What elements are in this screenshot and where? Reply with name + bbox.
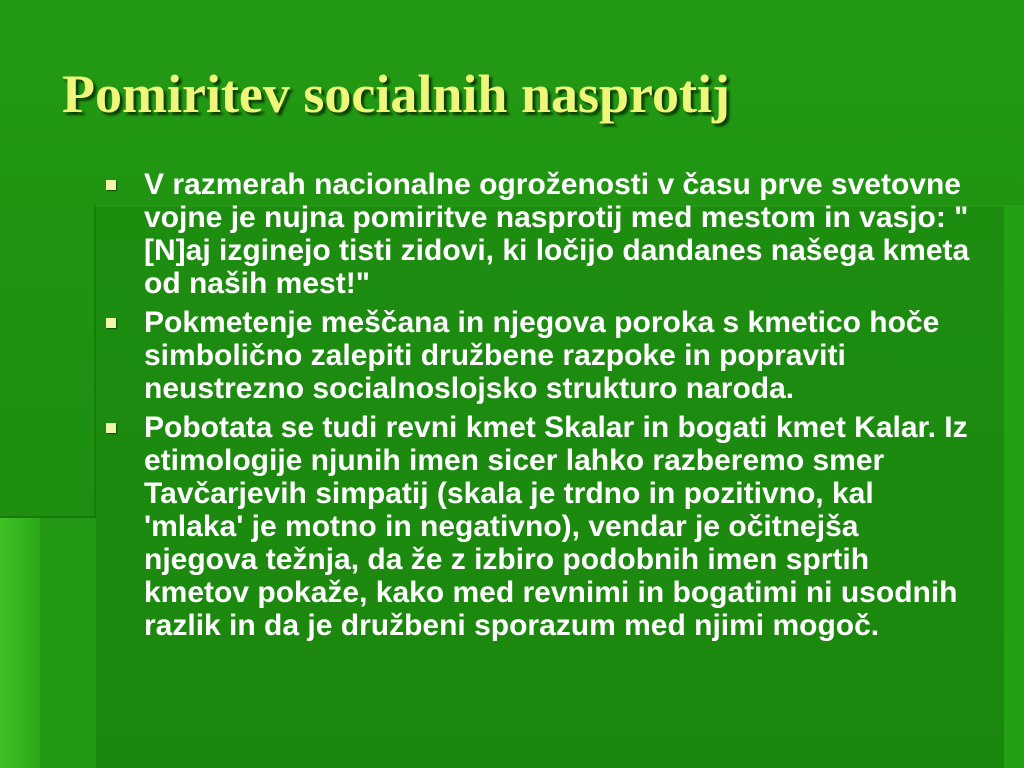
bullet-list bbox=[100, 168, 980, 648]
list-item bbox=[100, 306, 980, 405]
list-item bbox=[100, 168, 980, 300]
square-bullet-icon bbox=[106, 318, 116, 328]
list-item bbox=[100, 411, 980, 642]
bullet-text: V razmerah nacionalne ogroženosti v času prve svetovne vojne je nujna pomiritve nasprotij med mestom in vasjo: "[N]aj izginejo tisti zidovi, ki ločijo dandanes našega kmeta od naših mest!" bbox=[144, 168, 970, 300]
square-bullet-icon bbox=[106, 423, 116, 433]
slide-title: Pomiritev socialnih nasprotij bbox=[62, 64, 730, 124]
bullet-text: Pokmetenje meščana in njegova poroka s kmetico hoče simbolično zalepiti družbene razpoke in popraviti neustrezno socialnoslojsko strukturo naroda. bbox=[144, 306, 940, 405]
square-bullet-icon bbox=[106, 180, 116, 190]
background-panel-mid bbox=[40, 518, 96, 768]
background-divider-horizontal bbox=[0, 516, 96, 518]
bullet-text: Pobotata se tudi revni kmet Skalar in bogati kmet Kalar. Iz etimologije njunih imen sicer lahko razberemo smer Tavčarjevih simpatij (skala je trdno in pozitivno, kal 'mlaka' je motno in negativno), vendar je očitnejša njegova težnja, da že z izbiro podobnih imen sprtih kmetov pokaže, kako med revnimi in bogatimi ni usodnih razlik in da je družbeni sporazum med njimi mogoč. bbox=[144, 411, 968, 642]
background-panel-left bbox=[0, 518, 40, 768]
background-panel-right bbox=[1004, 205, 1024, 768]
